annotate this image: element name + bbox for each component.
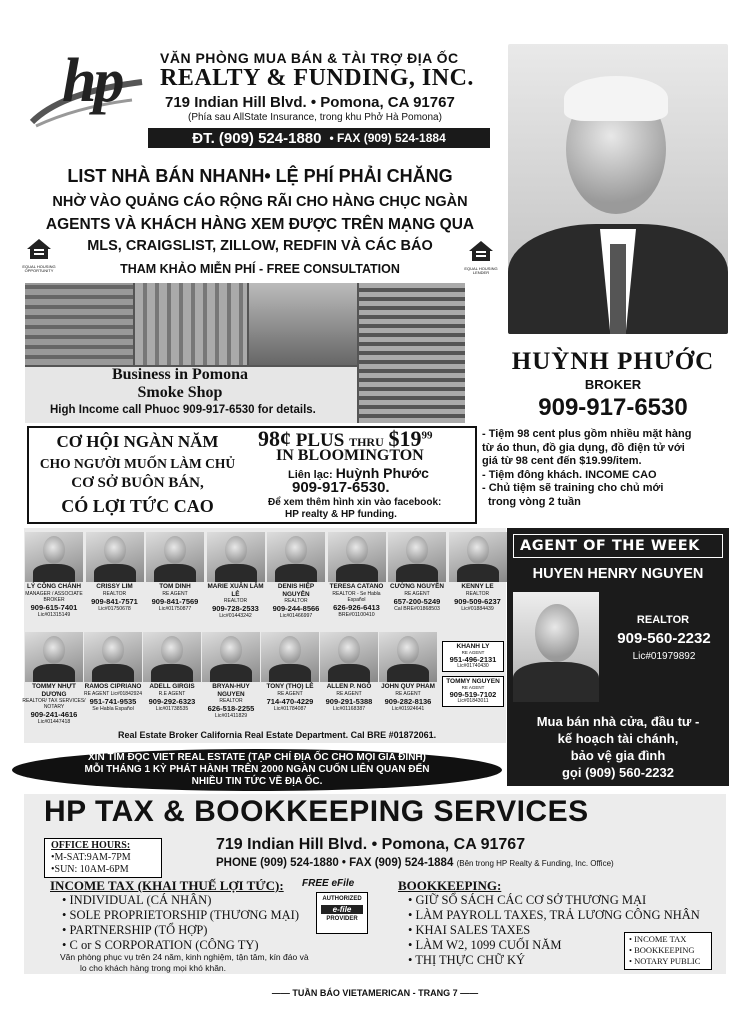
agent-license: Lic#01168387 xyxy=(332,705,366,712)
broker-photo xyxy=(508,44,728,334)
agent-card xyxy=(376,632,440,712)
agent-license: BRE#01100410 xyxy=(338,611,375,618)
aotw-photo xyxy=(513,592,599,702)
agent-phone: 714-470-4229 xyxy=(266,696,314,706)
agent-name: TERESA CATANO xyxy=(329,583,384,590)
agent-role: REALTOR xyxy=(284,598,308,605)
free-efile-label: FREE eFile xyxy=(302,878,355,889)
agent-photo xyxy=(379,632,437,682)
agent-license: Lic#01411829 xyxy=(214,713,248,720)
store-contact: Liên lạc: Huỳnh Phước xyxy=(288,465,429,481)
agent-card xyxy=(258,632,322,712)
store-contact-name: Huỳnh Phước xyxy=(335,465,429,481)
broker-phone: 909-917-6530 xyxy=(538,394,688,421)
tax-address: 719 Indian Hill Blvd. • Pomona, CA 91767 xyxy=(216,836,526,853)
agent-phone: 909-509-6237 xyxy=(454,596,501,606)
agent-photo xyxy=(449,532,507,582)
agent-name: TOMMY NHỰT DƯƠNG xyxy=(32,683,76,698)
aotw-phone: 909-560-2232 xyxy=(617,630,711,647)
agent-card xyxy=(264,532,328,620)
agent-phone: 657-200-5249 xyxy=(393,596,441,606)
smoke-shop-photos xyxy=(25,283,465,423)
agent-role: RE AGENT xyxy=(162,590,188,597)
bookkeeping-title: BOOKKEEPING: xyxy=(398,878,502,893)
banner-line-1: XIN TÌM ĐỌC VIET REAL ESTATE (TẠP CHÍ ĐỊA ỐC CHO MỌI GIA ĐÌNH) xyxy=(88,752,426,763)
agent-license: Lic#01750877 xyxy=(158,605,192,612)
store-price-98: 98¢ xyxy=(258,426,291,451)
store-price-19: $19 xyxy=(388,426,422,451)
tax-phone: PHONE (909) 524-1880 • FAX (909) 524-1884 (Bên trong HP Realty & Funding, Inc. Office) xyxy=(216,857,614,869)
store-plus: PLUS xyxy=(295,430,345,451)
office-hours-box: OFFICE HOURS: •M-SAT:9AM-7PM •SUN: 10AM-6PM xyxy=(44,838,162,878)
agent-card-khanh-ly: KHANH LY RE AGENT 951-496-2131 Lic#01740430 xyxy=(442,641,504,672)
opp-line-4: CÓ LỢI TỨC CAO xyxy=(61,496,214,516)
agent-license: Cal BRE#01868503 xyxy=(394,605,440,612)
smoke-line-1: Business in Pomona xyxy=(111,366,249,383)
agent-name: JOHN QUY PHAM xyxy=(381,683,435,690)
agent-license: Lic#01315149 xyxy=(37,611,71,618)
agent-role: RE AGENT Lic#01842924 xyxy=(83,690,142,697)
agent-photo xyxy=(328,532,386,582)
income-note-2: lo cho khách hàng trong mọi khó khăn. xyxy=(80,963,227,973)
agent-of-the-week-panel xyxy=(507,528,729,786)
aotw-line-3: bảo vệ gia đình xyxy=(570,748,666,763)
bookkeeping-list: • GIỮ SỔ SÁCH CÁC CƠ SỞ THƯƠNG MẠI • LÀM PAYROLL TAXES, TRẢ LƯƠNG CÔNG NHÂN • KHAI SALES TAXES • LÀM W2, 1099 CUỐI NĂM • THỊ THỰC CHỮ KÝ xyxy=(408,893,700,967)
agent-role: MANAGER / ASSOCIATE BROKER xyxy=(25,590,83,603)
agent-card xyxy=(22,632,86,726)
promo-line-1: LIST NHÀ BÁN NHANH• LỆ PHÍ PHẢI CHĂNG xyxy=(67,166,453,186)
store-location: IN BLOOMINGTON xyxy=(276,447,424,464)
income-tax-list: • INDIVIDUAL (CÁ NHÂN) • SOLE PROPRIETORSHIP (THƯƠNG MẠI) • PARTNERSHIP (TỔ HỢP) • C or S CORPORATION (CÔNG TY) xyxy=(62,893,300,952)
agent-card xyxy=(204,532,268,620)
aotw-title: AGENT OF THE WEEK xyxy=(513,534,723,558)
logo-text: hp xyxy=(62,47,122,115)
agent-name: RAMOS CIPRIANO xyxy=(84,683,142,690)
broker-note: Real Estate Broker California Real Estate Department. Cal BRE #01872061. xyxy=(118,730,437,740)
agent-role: R.E AGENT xyxy=(158,690,186,697)
agent-role: RE AGENT xyxy=(395,690,421,697)
agent-photo xyxy=(143,632,201,682)
office-line: VĂN PHÒNG MUA BÁN & TÀI TRỢ ĐỊA ỐC xyxy=(160,50,459,66)
agent-phone: 909-841-7571 xyxy=(91,596,138,606)
store-price-cents: 99 xyxy=(421,429,433,442)
agent-role: REALTOR - Se Habla Español xyxy=(332,590,381,603)
store-fb-2: HP realty & HP funding. xyxy=(285,509,397,520)
agent-phone: 909-241-4616 xyxy=(30,710,78,720)
agent-card xyxy=(199,632,263,720)
banner-line-2: MỖI THÁNG 1 KỲ PHÁT HÀNH TRÊN 2000 NGÀN CUỐN LIÊN QUAN ĐẾN xyxy=(84,764,430,775)
agent-role: REALTOR/ TAX SERVICES/ NOTARY xyxy=(22,698,86,711)
agent-name: ADELL GIRGIS xyxy=(149,683,195,690)
agent-phone: 626-518-2255 xyxy=(207,704,255,714)
agent-name: MARIE XUÂN LÂM LÊ xyxy=(207,583,264,598)
agent-role: REALTOR xyxy=(219,698,243,705)
agent-photo xyxy=(25,632,83,682)
agent-name: BRYAN-HUY NGUYEN xyxy=(212,683,250,698)
agent-photo xyxy=(320,632,378,682)
agent-license: Lic#01447418 xyxy=(37,719,71,726)
agent-license: Lic#01884439 xyxy=(461,605,494,612)
agent-phone: 909-841-7569 xyxy=(151,596,199,606)
store-fb-1: Để xem thêm hình xin vào facebook: xyxy=(268,497,442,508)
agent-license: Lic#01466997 xyxy=(279,613,313,620)
store-thru: THRU xyxy=(349,435,384,449)
opp-line-3: CƠ SỞ BUÔN BÁN, xyxy=(71,475,204,491)
agent-role: RE AGENT xyxy=(277,690,303,697)
agent-card xyxy=(317,632,381,712)
agent-phone: 909-291-5388 xyxy=(325,696,373,706)
header-fax: • FAX (909) 524-1884 xyxy=(329,131,446,145)
agent-role: RE AGENT xyxy=(336,690,362,697)
agent-role: RE AGENT xyxy=(404,590,430,597)
agent-card xyxy=(385,532,449,612)
promo-line-3: AGENTS VÀ KHÁCH HÀNG XEM ĐƯỢC TRÊN MẠNG QUA xyxy=(45,216,475,233)
agent-photo xyxy=(146,532,204,582)
efile-badge: AUTHORIZED e-file PROVIDER xyxy=(316,892,368,934)
agent-card-tommy-nguyen: TOMMY NGUYEN RE AGENT 909-519-7102 Lic#01843011 xyxy=(442,676,504,707)
promo-line-4: MLS, CRAIGSLIST, ZILLOW, REDFIN VÀ CÁC BÁO xyxy=(87,238,433,254)
header-phone: ĐT. (909) 524-1880 xyxy=(192,129,322,147)
broker-name: HUỲNH PHƯỚC xyxy=(511,348,715,375)
promo-line-2: NHỜ VÀO QUẢNG CÁO RỘNG RÃI CHO HÀNG CHỤC NGÀN xyxy=(52,194,468,210)
agent-photo xyxy=(261,632,319,682)
income-note-1: Văn phòng phục vụ trên 24 năm, kinh nghiệm, tận tâm, kín đáo và xyxy=(60,952,309,962)
agent-role: REALTOR xyxy=(223,598,248,605)
agent-license: Lic#01738535 xyxy=(155,705,189,712)
agent-name: DENIS HIỆP NGUYỄN xyxy=(277,583,315,598)
promo-line-5: THAM KHẢO MIỄN PHÍ - FREE CONSULTATION xyxy=(120,262,400,276)
tax-phone-note: (Bên trong HP Realty & Funding, Inc. Office) xyxy=(456,859,614,868)
agent-photo xyxy=(202,632,260,682)
smoke-line-2: Smoke Shop xyxy=(137,384,223,401)
aotw-name: HUYEN HENRY NGUYEN xyxy=(532,566,704,582)
agent-name: CƯỜNG NGUYỄN xyxy=(389,583,445,590)
agent-phone: 909-728-2533 xyxy=(212,604,259,614)
company-name: REALTY & FUNDING, INC. xyxy=(160,65,474,91)
agent-license: Lic#01924641 xyxy=(391,705,425,712)
header-address: 719 Indian Hill Blvd. • Pomona, CA 91767 xyxy=(165,94,455,111)
agent-name: ALLEN P. NGÔ xyxy=(326,683,372,690)
agent-photo xyxy=(267,532,325,582)
agent-license: Lic#01443242 xyxy=(219,613,252,620)
agent-phone: 951-741-9535 xyxy=(89,696,137,706)
store-phone: 909-917-6530. xyxy=(292,479,390,496)
opp-line-2: CHO NGƯỜI MUỐN LÀM CHỦ xyxy=(39,456,236,471)
agent-license: Se Habla Español xyxy=(92,705,134,712)
agent-card xyxy=(140,632,204,712)
agent-photo xyxy=(388,532,446,582)
agent-name: KENNY LE xyxy=(461,583,494,590)
services-box: • INCOME TAX • BOOKKEEPING • NOTARY PUBLIC xyxy=(624,932,712,970)
aotw-lic: Lic#01979892 xyxy=(632,651,696,662)
agent-license: Lic#01784087 xyxy=(273,705,307,712)
agent-phone: 626-926-6413 xyxy=(333,602,380,612)
income-tax-title: INCOME TAX (KHAI THUẾ LỢI TỨC): xyxy=(50,878,284,893)
tax-title: HP TAX & BOOKKEEPING SERVICES xyxy=(44,795,589,828)
agent-name: TONY (THỌ) LÊ xyxy=(266,683,314,690)
agent-phone: 909-292-6323 xyxy=(148,696,196,706)
opp-line-1: CƠ HỘI NGÀN NĂM xyxy=(56,432,219,451)
agent-card xyxy=(143,532,207,612)
agent-card xyxy=(22,532,86,618)
agent-card xyxy=(81,632,145,712)
agent-photo xyxy=(207,532,265,582)
agent-photo xyxy=(86,532,144,582)
header-address-note: (Phía sau AllState Insurance, trong khu Phở Hà Pomona) xyxy=(188,112,442,123)
agent-name: LÝ CÔNG CHÁNH xyxy=(27,583,81,590)
agent-license: Lic#01750678 xyxy=(98,605,131,612)
smoke-line-3: High Income call Phuoc 909-917-6530 for details. xyxy=(50,404,316,416)
agent-photo xyxy=(25,532,83,582)
hp-logo xyxy=(22,47,152,142)
aotw-line-1: Mua bán nhà cửa, đầu tư - xyxy=(536,714,700,729)
aotw-line-2: kế hoạch tài chánh, xyxy=(557,731,679,746)
phone-bar xyxy=(148,128,490,148)
agent-card xyxy=(325,532,389,618)
store-notes: - Tiệm 98 cent plus gồm nhiều mặt hàng từ áo thun, đồ gia dụng, đồ điện tử với giá từ 98 cent đến $19.99/item. - Tiệm đông khách. INCOME CAO - Chủ tiệm sẽ training cho chủ mới trong vòng 2 tuần xyxy=(482,428,692,508)
aotw-line-4: gọi (909) 560-2232 xyxy=(561,765,674,780)
agent-photo xyxy=(84,632,142,682)
aotw-role: REALTOR xyxy=(636,614,690,626)
agent-phone: 909-282-8136 xyxy=(384,696,432,706)
agent-card xyxy=(446,532,510,612)
banner-line-3: NHIỀU TIN TỨC VỀ ĐỊA ỐC. xyxy=(191,776,323,787)
agent-phone: 909-244-8566 xyxy=(272,604,320,614)
agent-role: REALTOR xyxy=(465,590,490,597)
agent-name: TOM DINH xyxy=(159,583,191,590)
broker-title: BROKER xyxy=(584,377,642,392)
agent-card xyxy=(83,532,147,612)
equal-housing-left-icon: EQUAL HOUSING OPPORTUNITY xyxy=(22,238,56,278)
agent-role: REALTOR xyxy=(102,590,127,597)
agent-phone: 909-615-7401 xyxy=(30,602,78,612)
page-footer: —— TUẦN BÁO VIETAMERICAN - TRANG 7 —— xyxy=(271,988,479,998)
agent-name: CRISSY LIM xyxy=(96,583,133,590)
equal-housing-right-icon: EQUAL HOUSING LENDER xyxy=(462,240,500,280)
